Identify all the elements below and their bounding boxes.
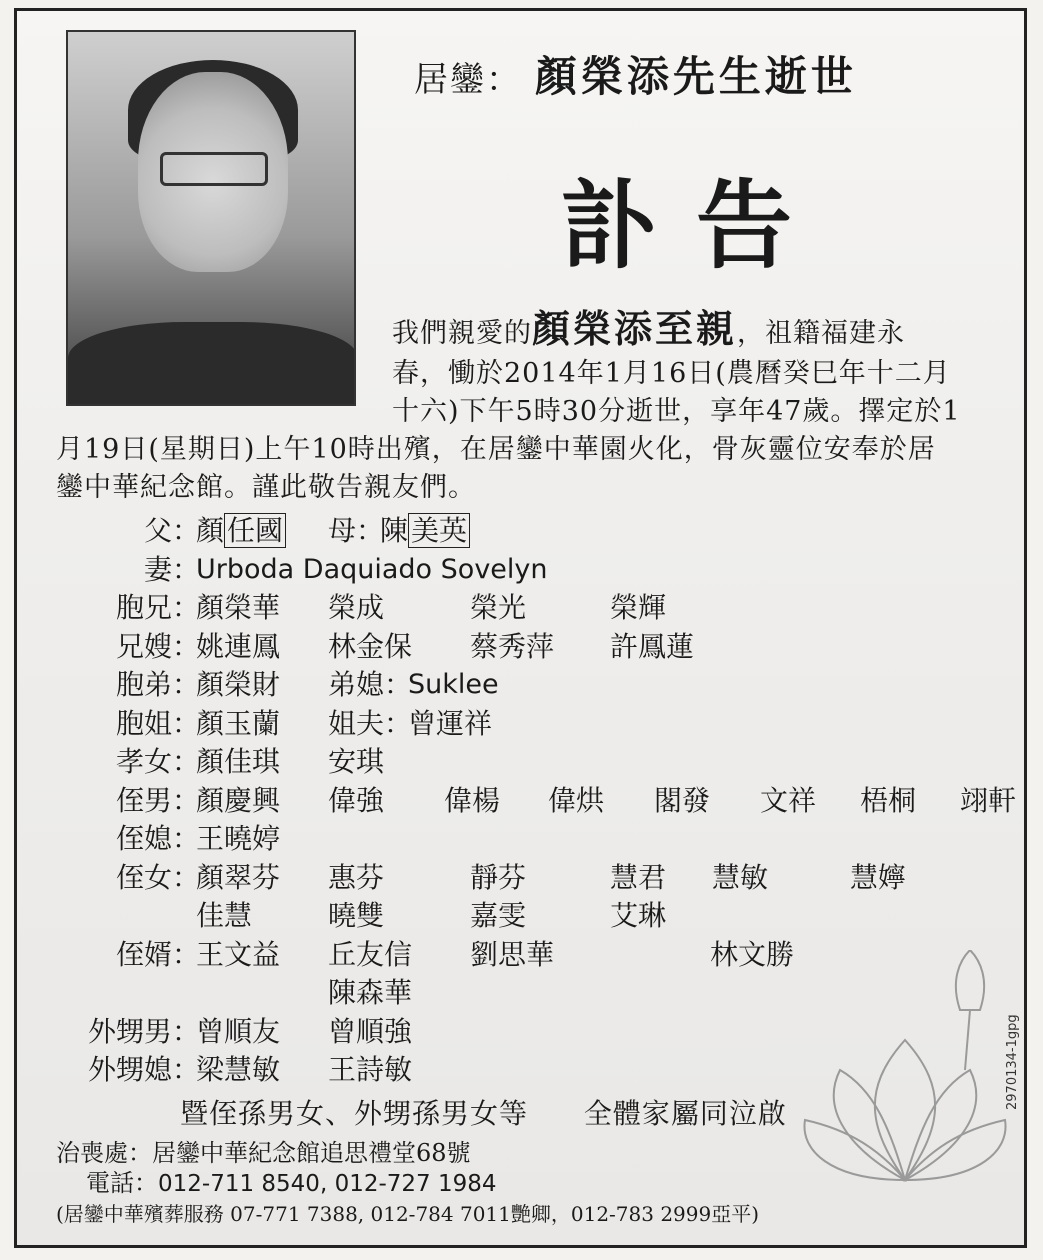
person-name: 艾琳 xyxy=(610,899,667,932)
family-row-daughters: 孝女 ： 顏佳琪 安琪 xyxy=(56,743,1016,782)
headline-location: 居鑾 xyxy=(414,60,486,100)
intro-pre: 我們親愛的 xyxy=(392,318,532,349)
headline-colon: ： xyxy=(486,60,522,100)
mother-label: 母 xyxy=(328,514,357,547)
person-name: 偉楊 xyxy=(444,783,501,817)
person-name: 顏翠芬 xyxy=(196,860,281,894)
venue-line: 治喪處：居鑾中華紀念館追思禮堂68號 xyxy=(56,1139,471,1167)
person-name: 王文益 xyxy=(196,937,281,971)
person-name: Suklee xyxy=(408,669,499,700)
person-name: 林金保 xyxy=(328,629,413,663)
portrait-shirt xyxy=(68,322,356,406)
person-name: 姚連鳳 xyxy=(196,629,281,663)
person-name: 閣發 xyxy=(654,783,711,817)
person-name: 顏玉蘭 xyxy=(196,706,281,740)
person-name: 偉烘 xyxy=(548,783,605,817)
family-row-nephew-wife: 侄媳 ： 王曉婷 xyxy=(56,820,1016,859)
headline xyxy=(414,44,857,104)
closing-signature: 全體家屬同泣啟 xyxy=(583,1097,787,1130)
person-name: 靜芬 xyxy=(470,860,527,894)
person-name: 翊軒 xyxy=(960,783,1017,817)
phone-line: 電話：012-711 8540, 012-727 1984 xyxy=(86,1169,497,1197)
funeral-service-line: (居鑾中華殯葬服務 07-771 7388, 012-784 7011艷卿，012-783 2999亞平) xyxy=(56,1202,760,1226)
person-name: 林文勝 xyxy=(710,937,795,971)
contact-info xyxy=(56,1138,759,1229)
obituary-title: 訃告 xyxy=(560,169,832,282)
person-name: 梧桐 xyxy=(860,783,917,817)
person-name: 曾順強 xyxy=(328,1014,413,1048)
family-row-nieces-husbands: 侄婿 ： 王文益 丘友信 劉思華 林文勝 xyxy=(56,936,1016,975)
person-name: 劉思華 xyxy=(470,937,555,971)
family-row-nieces: 侄女 ： 顏翠芬 惠芬 靜芬 慧君 慧敏 慧嬣 xyxy=(56,859,1016,898)
person-name: 顏慶興 xyxy=(196,783,281,817)
person-name: 王詩敏 xyxy=(328,1053,413,1086)
ad-code: 2970134-1gpg xyxy=(1005,1014,1020,1110)
mother-name: 陳 美英 xyxy=(380,512,470,551)
family-row-elder-sister: 胞姐 ： 顏玉蘭 姐夫 ： 曾運祥 xyxy=(56,705,1016,744)
phone-numbers: 012-711 8540, 012-727 1984 xyxy=(158,1171,497,1197)
person-name: 文祥 xyxy=(760,783,817,817)
person-name: 曾運祥 xyxy=(408,706,493,740)
person-name: 嘉雯 xyxy=(470,899,527,932)
person-name: 曉雙 xyxy=(328,899,385,932)
portrait-photo xyxy=(66,30,356,406)
closing-relatives: 暨侄孫男女、外甥孫男女等 xyxy=(180,1097,529,1130)
intro-line-4: 月19日(星期日)上午10時出殯，在居鑾中華園火化，骨灰靈位安奉於居 xyxy=(56,434,936,465)
family-row-maternal-nephew-wives: 外甥媳 ： 梁慧敏 王詩敏 xyxy=(56,1051,1016,1090)
family-row-parents: 父 ： 顏 任國 母 ： 陳 美英 xyxy=(56,512,1016,551)
family-row-maternal-nephews: 外甥男 ： 曾順友 曾順強 xyxy=(56,1013,1016,1052)
family-row-nephews: 侄男 ： 顏慶興 偉強 偉楊 偉烘 閣發 文祥 梧桐 翊軒 xyxy=(56,782,1016,821)
person-name: 丘友信 xyxy=(328,937,413,971)
person-name: 蔡秀萍 xyxy=(470,629,555,663)
family-row-sisters-in-law: 兄嫂 ： 姚連鳳 林金保 蔡秀萍 許鳳蓮 xyxy=(56,628,1016,667)
family-row-nieces-2 xyxy=(56,897,1016,936)
deceased-name: 顏榮添至親 xyxy=(532,306,738,351)
person-name: 許鳳蓮 xyxy=(610,629,695,663)
person-name: 顏榮財 xyxy=(196,668,281,701)
father-name: 顏 任國 xyxy=(196,512,328,551)
person-name: 榮光 xyxy=(470,591,527,624)
mother-given-name: 美英 xyxy=(408,513,470,548)
person-name: 慧君 xyxy=(610,860,667,894)
intro-line-2: 春，慟於2014年1月16日(農曆癸巳年十二月 xyxy=(392,358,951,389)
family-row-younger-brother: 胞弟 ： 顏榮財 弟媳 ： Suklee xyxy=(56,666,1016,705)
wife-name: Urboda Daquiado Sovelyn xyxy=(196,553,548,585)
intro-line-5: 鑾中華紀念館。謹此敬告親友們。 xyxy=(56,472,476,503)
venue-address: 居鑾中華紀念館追思禮堂68號 xyxy=(152,1139,471,1167)
role-label: 父 xyxy=(143,514,172,547)
father-given-name: 任國 xyxy=(224,513,286,548)
family-row-elder-brothers: 胞兄 ： 顏榮華 榮成 榮光 榮輝 xyxy=(56,589,1016,628)
person-name: 惠芬 xyxy=(328,860,385,894)
intro-line-1 xyxy=(392,306,906,353)
family-row-wife: 妻 ： Urboda Daquiado Sovelyn xyxy=(56,551,1016,590)
person-name: 慧嬣 xyxy=(850,860,907,894)
portrait-glasses xyxy=(160,152,268,186)
person-name: 佳慧 xyxy=(196,899,253,932)
person-name: 顏榮華 xyxy=(196,591,281,624)
person-name: 王曉婷 xyxy=(196,822,281,855)
closing-line xyxy=(180,1092,787,1132)
lotus-decoration-icon xyxy=(790,950,1020,1220)
intro-post: ，祖籍福建永 xyxy=(737,318,906,349)
person-name: 陳森華 xyxy=(328,976,413,1009)
person-name: 曾順友 xyxy=(196,1014,281,1048)
person-name: 安琪 xyxy=(328,745,385,778)
intro-line-3: 十六)下午5時30分逝世，享年47歲。擇定於1 xyxy=(392,396,961,427)
person-name: 顏佳琪 xyxy=(196,745,281,778)
headline-text: 顏榮添先生逝世 xyxy=(534,52,857,101)
person-name: 梁慧敏 xyxy=(196,1053,281,1086)
person-name: 慧敏 xyxy=(712,860,769,894)
person-name: 偉強 xyxy=(328,783,385,817)
person-name: 榮成 xyxy=(328,591,385,624)
person-name: 榮輝 xyxy=(610,591,667,624)
